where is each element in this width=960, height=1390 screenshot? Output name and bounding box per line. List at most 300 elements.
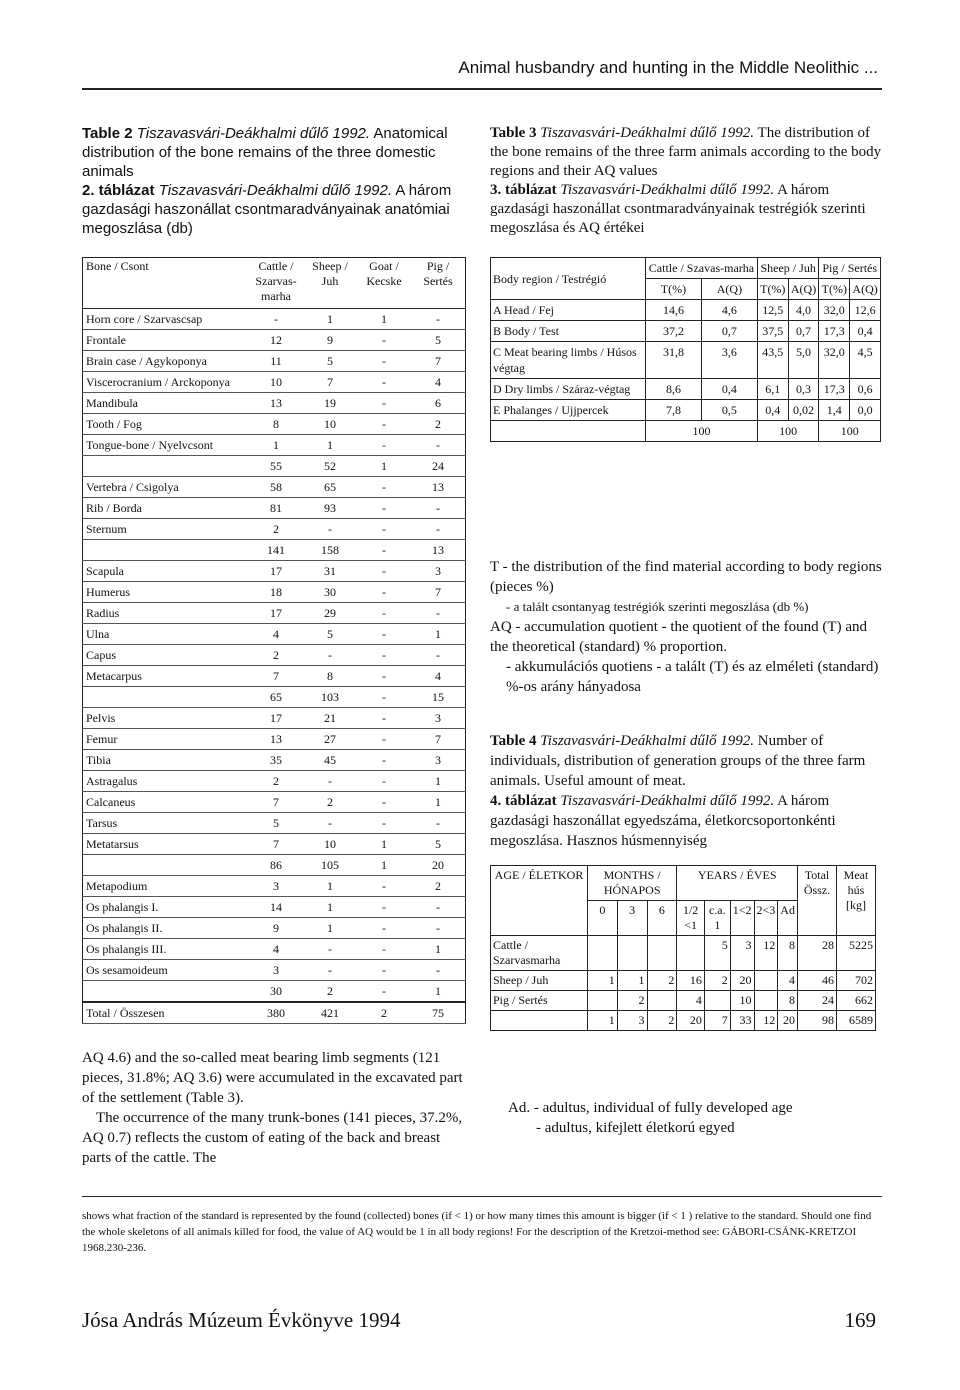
cell-value	[647, 991, 677, 1011]
cell-value: 2	[249, 771, 303, 792]
cell-value: -	[411, 603, 466, 624]
cell-value: 1	[411, 981, 466, 1003]
row-label: Sternum	[83, 519, 250, 540]
cell-value: 5	[249, 813, 303, 834]
cell-value: -	[411, 309, 466, 330]
table-row	[83, 498, 466, 519]
cell-value: 421	[303, 1002, 357, 1024]
table-row	[83, 330, 466, 351]
row-label: B Body / Test	[491, 321, 646, 342]
table-row	[491, 991, 876, 1011]
cell-value: 0,3	[788, 379, 819, 400]
table4-head-years: YEARS / ÉVES	[677, 866, 798, 901]
row-label	[491, 1011, 588, 1031]
cell-value: 1	[357, 309, 411, 330]
row-label: D Dry limbs / Száraz-végtag	[491, 379, 646, 400]
row-label: Rib / Borda	[83, 498, 250, 519]
cell-value: -	[357, 876, 411, 897]
cell-value: -	[411, 435, 466, 456]
cell-value: 7	[249, 834, 303, 855]
cell-value: 14,6	[646, 300, 702, 321]
table4-subheader: 6	[647, 901, 677, 936]
cell-value: -	[411, 960, 466, 981]
header-rule	[82, 88, 882, 90]
cell-value: 3	[411, 750, 466, 771]
row-label	[83, 456, 250, 477]
cell-value: 9	[249, 918, 303, 939]
row-label: Femur	[83, 729, 250, 750]
cell-value: 33	[730, 1011, 754, 1031]
row-label: Tibia	[83, 750, 250, 771]
row-label: E Phalanges / Ujjpercek	[491, 400, 646, 421]
cell-value: 0,5	[701, 400, 757, 421]
table4-label: Table 4	[490, 733, 537, 749]
table4-subheader: c.a. 1	[704, 901, 730, 936]
cell-value: 103	[303, 687, 357, 708]
cell-value: 8,6	[646, 379, 702, 400]
cell-value: 14	[249, 897, 303, 918]
table3-head-pig: Pig / Sertés	[819, 258, 881, 279]
row-label: Tongue-bone / Nyelvcsont	[83, 435, 250, 456]
table3-site: Tiszavasvári-Deákhalmi dűlő 1992.	[540, 125, 755, 141]
cell-value: 55	[249, 456, 303, 477]
table2-subtotal-row	[83, 540, 466, 561]
cell-value: 2	[617, 991, 647, 1011]
left-paragraph-2: The occurrence of the many trunk-bones (141 pieces, 37.2%, AQ 0.7) reflects the custom of eating of the back and breast parts of the cattle. The	[82, 1110, 463, 1166]
cell-value: -	[357, 687, 411, 708]
cell-value: -	[357, 918, 411, 939]
cell-value: 6589	[837, 1011, 876, 1031]
cell-value: 10	[303, 834, 357, 855]
table2-header-row	[83, 258, 466, 309]
cell-value: -	[411, 519, 466, 540]
cell-value: 0,6	[850, 379, 881, 400]
cell-value: 1	[357, 834, 411, 855]
table-row	[83, 414, 466, 435]
note-aq-en: AQ - accumulation quotient - the quotient of the found (T) and the theoretical (standard) % proportion.	[490, 619, 867, 655]
cell-value: 13	[411, 477, 466, 498]
table4-caption-hu	[490, 791, 882, 851]
cell-value: 98	[798, 1011, 837, 1031]
table2-hu-text: A három gazdasági haszonállat csontmaradványainak anatómiai megoszlása (db)	[82, 182, 452, 237]
cell-value: 75	[411, 1002, 466, 1024]
footnote-rule	[82, 1196, 882, 1197]
cell-value: 24	[798, 991, 837, 1011]
row-label: C Meat bearing limbs / Húsos végtag	[491, 342, 646, 379]
table3-caption-text: The distribution of the bone remains of the three farm animals according to the body regions and their AQ values	[490, 125, 882, 179]
cell-value: 2	[647, 971, 677, 991]
cell-value: 65	[249, 687, 303, 708]
cell-value: 32,0	[819, 342, 850, 379]
total-value: 100	[646, 421, 758, 442]
cell-value: -	[303, 645, 357, 666]
cell-value: 7	[249, 666, 303, 687]
cell-value: -	[357, 897, 411, 918]
row-label: Sheep / Juh	[491, 971, 588, 991]
cell-value	[617, 936, 647, 971]
cell-value: 81	[249, 498, 303, 519]
cell-value: 1	[617, 971, 647, 991]
cell-value: -	[357, 729, 411, 750]
cell-value: 1	[303, 897, 357, 918]
cell-value: -	[411, 645, 466, 666]
cell-value	[588, 991, 618, 1011]
cell-value: -	[357, 414, 411, 435]
table-row	[491, 936, 876, 971]
cell-value: 1	[411, 939, 466, 960]
table4-caption-en	[490, 731, 882, 791]
table4-head-meat: Meat hús [kg]	[837, 866, 876, 936]
cell-value: 3	[411, 561, 466, 582]
cell-value: 6,1	[757, 379, 788, 400]
table4-hu-site: Tiszavasvári-Deákhalmi dűlő 1992.	[560, 793, 775, 809]
table2-caption-hu	[82, 181, 466, 238]
table4-subheader: 0	[588, 901, 618, 936]
table-row	[83, 645, 466, 666]
cell-value: 29	[303, 603, 357, 624]
cell-value: -	[357, 393, 411, 414]
table-row	[83, 372, 466, 393]
cell-value: -	[357, 603, 411, 624]
table-row	[83, 750, 466, 771]
cell-value: 2	[249, 645, 303, 666]
cell-value: 17,3	[819, 379, 850, 400]
table-row	[83, 624, 466, 645]
cell-value: 702	[837, 971, 876, 991]
cell-value: 7	[411, 582, 466, 603]
cell-value: 2	[303, 981, 357, 1003]
total-value: 100	[819, 421, 881, 442]
table4-hu-label: 4. táblázat	[490, 793, 557, 809]
cell-value: 0,02	[788, 400, 819, 421]
table2-header-cell: Bone / Csont	[83, 258, 250, 309]
table4	[490, 865, 876, 1031]
cell-value: -	[411, 918, 466, 939]
cell-value: 2	[357, 1002, 411, 1024]
cell-value: 11	[249, 351, 303, 372]
cell-value: -	[303, 771, 357, 792]
cell-value: 4	[411, 372, 466, 393]
table3-label: Table 3	[490, 125, 537, 141]
cell-value: 30	[249, 981, 303, 1003]
cell-value: 7	[411, 729, 466, 750]
total-value: 100	[757, 421, 819, 442]
cell-value: -	[411, 897, 466, 918]
cell-value: 1	[411, 624, 466, 645]
table3-subheader: A(Q)	[850, 279, 881, 300]
cell-value: 2	[303, 792, 357, 813]
table2-subtotal-row	[83, 687, 466, 708]
table-row	[83, 960, 466, 981]
cell-value: -	[357, 750, 411, 771]
cell-value: 18	[249, 582, 303, 603]
row-label: Tarsus	[83, 813, 250, 834]
row-label: Horn core / Szarvascsap	[83, 309, 250, 330]
row-label: Calcaneus	[83, 792, 250, 813]
row-label: Os phalangis III.	[83, 939, 250, 960]
cell-value: 4	[249, 624, 303, 645]
row-label	[83, 981, 250, 1003]
row-label: Tooth / Fog	[83, 414, 250, 435]
cell-value: 2	[249, 519, 303, 540]
cell-value: -	[357, 351, 411, 372]
cell-value: 1	[303, 435, 357, 456]
table4-head-months: MONTHS / HÓNAPOS	[588, 866, 677, 901]
cell-value: 0,4	[757, 400, 788, 421]
row-label	[83, 540, 250, 561]
cell-value: -	[249, 309, 303, 330]
table3-head-sheep: Sheep / Juh	[757, 258, 819, 279]
row-label: Vertebra / Csigolya	[83, 477, 250, 498]
table-row	[83, 876, 466, 897]
cell-value: 5225	[837, 936, 876, 971]
cell-value: 21	[303, 708, 357, 729]
cell-value: 17	[249, 708, 303, 729]
cell-value: 35	[249, 750, 303, 771]
cell-value: -	[357, 666, 411, 687]
cell-value: 0,0	[850, 400, 881, 421]
cell-value	[647, 936, 677, 971]
cell-value	[754, 991, 778, 1011]
cell-value: 32,0	[819, 300, 850, 321]
cell-value: -	[357, 372, 411, 393]
row-label: Capus	[83, 645, 250, 666]
cell-value: -	[411, 813, 466, 834]
cell-value: -	[357, 540, 411, 561]
table-row	[83, 1002, 466, 1024]
table-row	[491, 379, 881, 400]
table3-subheader: T(%)	[646, 279, 702, 300]
table-row	[491, 342, 881, 379]
cell-value: 0,7	[788, 321, 819, 342]
cell-value: 9	[303, 330, 357, 351]
table4-site: Tiszavasvári-Deákhalmi dűlő 1992.	[540, 733, 755, 749]
cell-value: -	[357, 330, 411, 351]
cell-value: 28	[798, 936, 837, 971]
table3-subheader: T(%)	[819, 279, 850, 300]
cell-value: -	[357, 792, 411, 813]
cell-value: 13	[249, 729, 303, 750]
table3-caption-hu	[490, 181, 882, 238]
cell-value: 17,3	[819, 321, 850, 342]
cell-value: 10	[249, 372, 303, 393]
table-row	[83, 792, 466, 813]
cell-value: 3	[411, 708, 466, 729]
table4-subheader: 2<3	[754, 901, 778, 936]
table-row	[83, 393, 466, 414]
cell-value: 31,8	[646, 342, 702, 379]
cell-value: 7	[303, 372, 357, 393]
cell-value: 0,4	[850, 321, 881, 342]
cell-value: 27	[303, 729, 357, 750]
table3-subheader: A(Q)	[788, 279, 819, 300]
cell-value: 5	[411, 834, 466, 855]
cell-value: -	[357, 435, 411, 456]
cell-value: 15	[411, 687, 466, 708]
cell-value	[754, 971, 778, 991]
page-number: 169	[844, 1308, 876, 1332]
table2-subtotal-row	[83, 981, 466, 1003]
cell-value: 8	[249, 414, 303, 435]
row-label: Total / Összesen	[83, 1002, 250, 1024]
table4-hu-text: A három gazdasági haszonállat egyedszáma, életkorcsoportonkénti megoszlása. Hasznos húsmennyiség	[490, 793, 836, 849]
cell-value: 12,6	[850, 300, 881, 321]
cell-value: 20	[778, 1011, 798, 1031]
table-row	[83, 771, 466, 792]
cell-value: 2	[647, 1011, 677, 1031]
cell-value: 5	[303, 351, 357, 372]
row-label: Astragalus	[83, 771, 250, 792]
cell-value: 3	[617, 1011, 647, 1031]
cell-value: -	[357, 624, 411, 645]
cell-value: -	[303, 519, 357, 540]
cell-value: -	[357, 813, 411, 834]
cell-value: 3	[730, 936, 754, 971]
row-label: Metacarpus	[83, 666, 250, 687]
table-row	[491, 1011, 876, 1031]
row-label: Metatarsus	[83, 834, 250, 855]
row-label: A Head / Fej	[491, 300, 646, 321]
cell-value: 12	[754, 936, 778, 971]
cell-value: 4,5	[850, 342, 881, 379]
cell-value: 58	[249, 477, 303, 498]
ad-note-hu: - adultus, kifejlett életkorú egyed	[536, 1120, 735, 1136]
cell-value: 8	[778, 936, 798, 971]
table3-caption-en	[490, 124, 882, 181]
row-label: Viscerocranium / Arckoponya	[83, 372, 250, 393]
table-row	[83, 729, 466, 750]
table-row	[83, 666, 466, 687]
table3-total-row	[491, 421, 881, 442]
table-row	[83, 603, 466, 624]
cell-value: 2	[704, 971, 730, 991]
table3-subheader: A(Q)	[701, 279, 757, 300]
cell-value: 5	[704, 936, 730, 971]
cell-value: 1,4	[819, 400, 850, 421]
table4-subheader: 1/2 <1	[677, 901, 705, 936]
row-label: Pig / Sertés	[491, 991, 588, 1011]
table3	[490, 257, 881, 442]
cell-value: 4,6	[701, 300, 757, 321]
cell-value: 2	[411, 414, 466, 435]
cell-value: -	[357, 939, 411, 960]
cell-value: -	[357, 498, 411, 519]
table-row	[83, 351, 466, 372]
ad-note	[508, 1098, 888, 1138]
table2-caption	[82, 124, 466, 238]
cell-value: 7	[249, 792, 303, 813]
table2-header-cell: Sheep / Juh	[303, 258, 357, 309]
row-label: Ulna	[83, 624, 250, 645]
cell-value: 1	[411, 792, 466, 813]
cell-value: 0,7	[701, 321, 757, 342]
cell-value: 158	[303, 540, 357, 561]
cell-value: 4	[249, 939, 303, 960]
cell-value	[588, 936, 618, 971]
table2-hu-site: Tiszavasvári-Deákhalmi dűlő 1992.	[158, 182, 393, 199]
table3-head-cattle: Cattle / Szavas-marha	[646, 258, 758, 279]
row-label: Metapodium	[83, 876, 250, 897]
cell-value: 3	[249, 876, 303, 897]
cell-value	[704, 991, 730, 1011]
cell-value: -	[357, 477, 411, 498]
cell-value: 1	[588, 1011, 618, 1031]
row-label: Frontale	[83, 330, 250, 351]
row-label: Brain case / Agykoponya	[83, 351, 250, 372]
table3-subheader: T(%)	[757, 279, 788, 300]
running-header: Animal husbandry and hunting in the Middle Neolithic ...	[458, 58, 878, 77]
table4-caption	[490, 731, 882, 851]
cell-value: 31	[303, 561, 357, 582]
cell-value: 8	[778, 991, 798, 1011]
row-label	[83, 855, 250, 876]
cell-value: 65	[303, 477, 357, 498]
table-row	[83, 309, 466, 330]
table-row	[491, 400, 881, 421]
table-row	[83, 519, 466, 540]
row-label: Mandibula	[83, 393, 250, 414]
note-t-hu: - a talált csontanyag testrégiók szerinti megoszlása (db %)	[506, 599, 809, 614]
row-label: Os phalangis I.	[83, 897, 250, 918]
journal-title: Jósa András Múzeum Évkönyve 1994	[82, 1308, 401, 1332]
cell-value: 12	[249, 330, 303, 351]
cell-value: 662	[837, 991, 876, 1011]
cell-value: 1	[357, 456, 411, 477]
cell-value: 7,8	[646, 400, 702, 421]
cell-value: 380	[249, 1002, 303, 1024]
table4-subheader: 3	[617, 901, 647, 936]
left-paragraph-1: AQ 4.6) and the so-called meat bearing limb segments (121 pieces, 31.8%; AQ 3.6) were accumulated in the excavated part of the settlement (Table 3).	[82, 1050, 463, 1106]
cell-value: 24	[411, 456, 466, 477]
table4-head-total: Total Össz.	[798, 866, 837, 936]
cell-value: 1	[357, 855, 411, 876]
row-label: Radius	[83, 603, 250, 624]
cell-value: 12	[754, 1011, 778, 1031]
cell-value: -	[303, 960, 357, 981]
cell-value: 7	[411, 351, 466, 372]
empty-cell	[491, 421, 646, 442]
table-row	[491, 971, 876, 991]
table2-hu-label: 2. táblázat	[82, 182, 155, 199]
cell-value: 1	[303, 876, 357, 897]
cell-value: 10	[730, 991, 754, 1011]
row-label: Os phalangis II.	[83, 918, 250, 939]
cell-value: 1	[303, 918, 357, 939]
cell-value: 4	[411, 666, 466, 687]
cell-value: 3,6	[701, 342, 757, 379]
table-row	[83, 918, 466, 939]
left-body-text	[82, 1048, 466, 1168]
table-row	[83, 582, 466, 603]
table2-site: Tiszavasvári-Deákhalmi dűlő 1992.	[136, 125, 371, 142]
cell-value: 37,5	[757, 321, 788, 342]
table2-subtotal-row	[83, 456, 466, 477]
table2-caption-text: Anatomical distribution of the bone remains of the three domestic animals	[82, 125, 448, 180]
cell-value: 17	[249, 603, 303, 624]
table2-header-cell: Cattle / Szarvas-marha	[249, 258, 303, 309]
table3-caption	[490, 124, 882, 238]
row-label: Scapula	[83, 561, 250, 582]
footnote: shows what fraction of the standard is represented by the found (collected) bones (if < 1) or how many times this amount is bigger (if < 1 ) relative to the standard. Should one find the whole skeletons of all animals killed for food, the value of AQ would be 1 in all body regions! For the description of the Kretzoi-method see: GÁBORI-CSÁNK-KRETZOI 1968.230-236.	[82, 1210, 872, 1254]
cell-value: 4	[778, 971, 798, 991]
table4-caption-text: Number of individuals, distribution of generation groups of the three farm animals. Useful amount of meat.	[490, 733, 866, 789]
table2-header-cell: Pig / Sertés	[411, 258, 466, 309]
table2-label: Table 2	[82, 125, 133, 142]
cell-value: 46	[798, 971, 837, 991]
cell-value: 13	[249, 393, 303, 414]
table3-hu-site: Tiszavasvári-Deákhalmi dűlő 1992.	[560, 182, 775, 198]
cell-value: 141	[249, 540, 303, 561]
